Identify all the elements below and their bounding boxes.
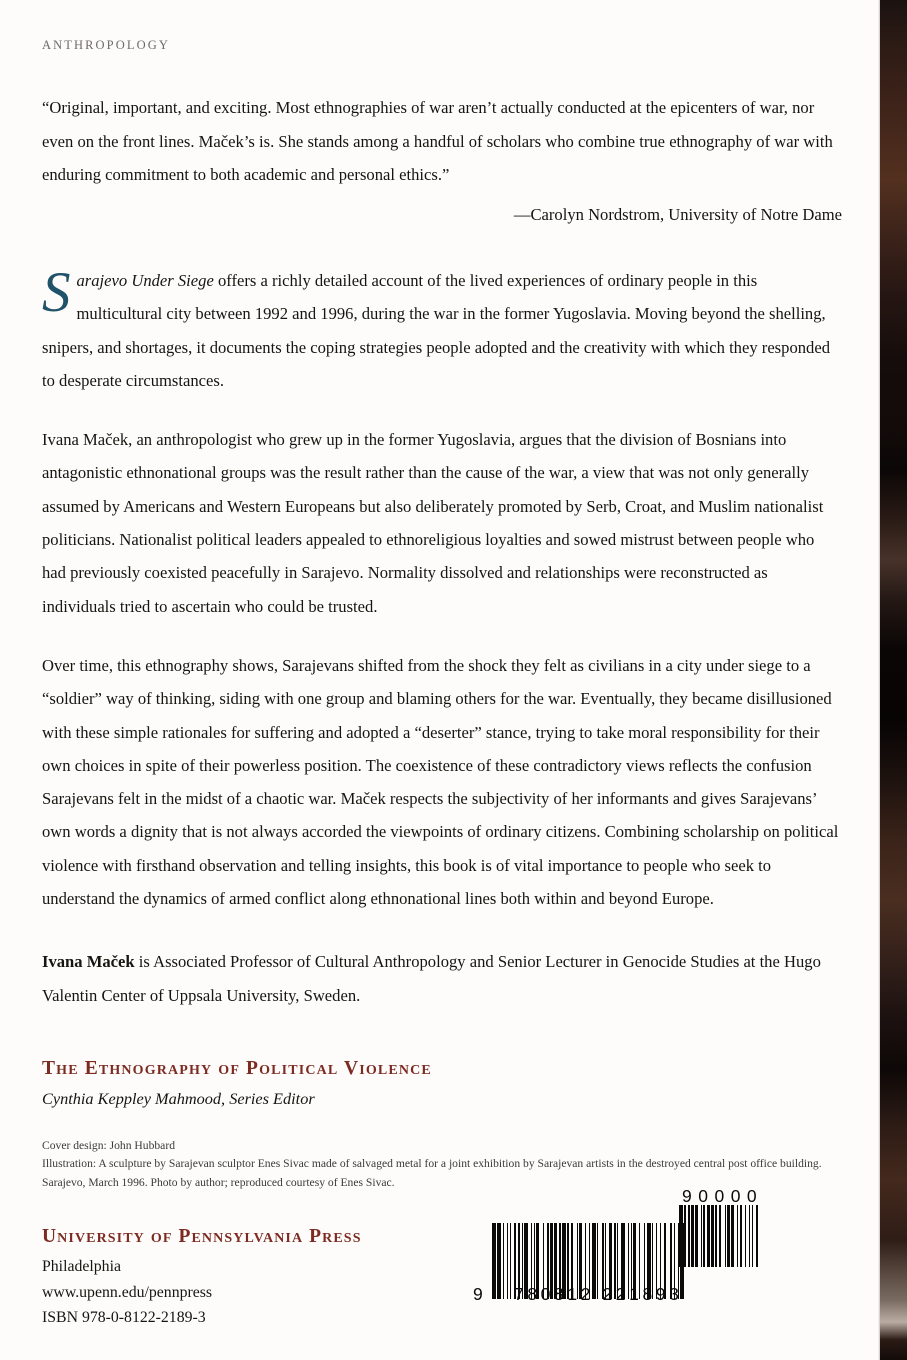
description-paragraph-1-text: offers a richly detailed account of the lived experiences of ordinary people in this multicultural city between 1992 and 1996, during the war in the former Yugoslavia. Moving beyond the shelling, snipers, and shortages, it documents the coping strategies people adopted and the creativity with which they responded to desperate circumstances. [42, 271, 830, 390]
description-paragraph-2: Ivana Maček, an anthropologist who grew up in the former Yugoslavia, argues that the division of Bosnians into antagonistic ethnonational groups was the result rather than the cause of the war, a view that was not only generally assumed by Americans and Western Europeans but also deliberately promoted by Serb, Croat, and Muslim nationalist politicians. Nationalist political leaders appealed to ethnoreligious loyalties and sowed mistrust between people who had previously coexisted peacefully in Sarajevo. Normality dissolved and relationships were reconstructed as individuals tried to ascertain who could be trusted. [42, 430, 824, 616]
barcode-addon-bars [679, 1205, 761, 1267]
blurb-attribution: —Carolyn Nordstrom, University of Notre Dame [513, 204, 842, 224]
illustration-credit: Illustration: A sculpture by Sarajevan sculptor Enes Sivac made of salvaged metal for a joint exhibition by Sarajevan artists in the destroyed central post office building. Sarajevo, March 1996. Photo by author; reproduced courtesy of Enes Sivac. [42, 1157, 822, 1189]
barcode-main-digits: 780812 221893 [514, 1284, 683, 1304]
publisher-name: University of Pennsylvania Press [42, 1226, 362, 1248]
series-block [42, 1058, 842, 1109]
isbn-text: ISBN 978-0-8122-2189-3 [42, 1309, 206, 1327]
series-title: The Ethnography of Political Violence [42, 1057, 432, 1079]
category-label: ANTHROPOLOGY [42, 38, 170, 52]
barcode-lead-digit: 9 [473, 1284, 483, 1304]
book-title-italic: arajevo Under Siege [76, 271, 214, 290]
description-paragraph-3: Over time, this ethnography shows, Sarajevans shifted from the shock they felt as civilians in a city under siege to a “soldier” way of thinking, siding with one group and blaming others for the war. Eventually, they became disillusioned with these simple rationales for suffering and adopted a “deserter” stance, trying to take moral responsibility for their own choices in spite of their powerless position. The coexistence of these contradictory views reflects the confusion Sarajevans felt in the midst of a chaotic war. Maček respects the subjectivity of her informants and gives Sarajevans’ own words a dignity that is not always accorded the viewpoints of ordinary citizens. Combining scholarship on political violence with firsthand observation and telling insights, this book is of vital importance to people who seek to understand the dynamics of armed conflict along ethnonational lines both within and beyond Europe. [42, 655, 839, 909]
publisher-city: Philadelphia [42, 1258, 121, 1276]
review-blurb: “Original, important, and exciting. Most ethnographies of war aren’t actually conducted at the epicenters of war, nor even on the front lines. Maček’s is. She stands among a handful of scholars who combine true ethnography of war with enduring commitment to both academic and personal ethics.” [42, 98, 833, 184]
barcode-addon-digits: 90000 [682, 1186, 764, 1206]
description-paragraph-1 [42, 261, 842, 397]
author-bio-text: is Associated Professor of Cultural Anthropology and Senior Lecturer in Genocide Studies at the Hugo Valentin Center of Uppsala University, Sweden. [42, 952, 821, 1005]
drop-cap: S [42, 261, 71, 324]
author-bio [42, 945, 842, 1012]
barcode-addon [679, 1205, 761, 1267]
author-name: Ivana Maček [42, 952, 135, 972]
barcode-area [456, 1186, 766, 1316]
photo-strip-edge [878, 0, 880, 1360]
series-editor: Cynthia Keppley Mahmood, Series Editor [42, 1088, 315, 1108]
back-cover-content [42, 0, 842, 1360]
cover-photo-strip [880, 0, 907, 1360]
publisher-website[interactable]: www.upenn.edu/pennpress [42, 1283, 213, 1301]
cover-design-credit: Cover design: John Hubbard [42, 1138, 175, 1152]
credits-block [42, 1137, 842, 1192]
